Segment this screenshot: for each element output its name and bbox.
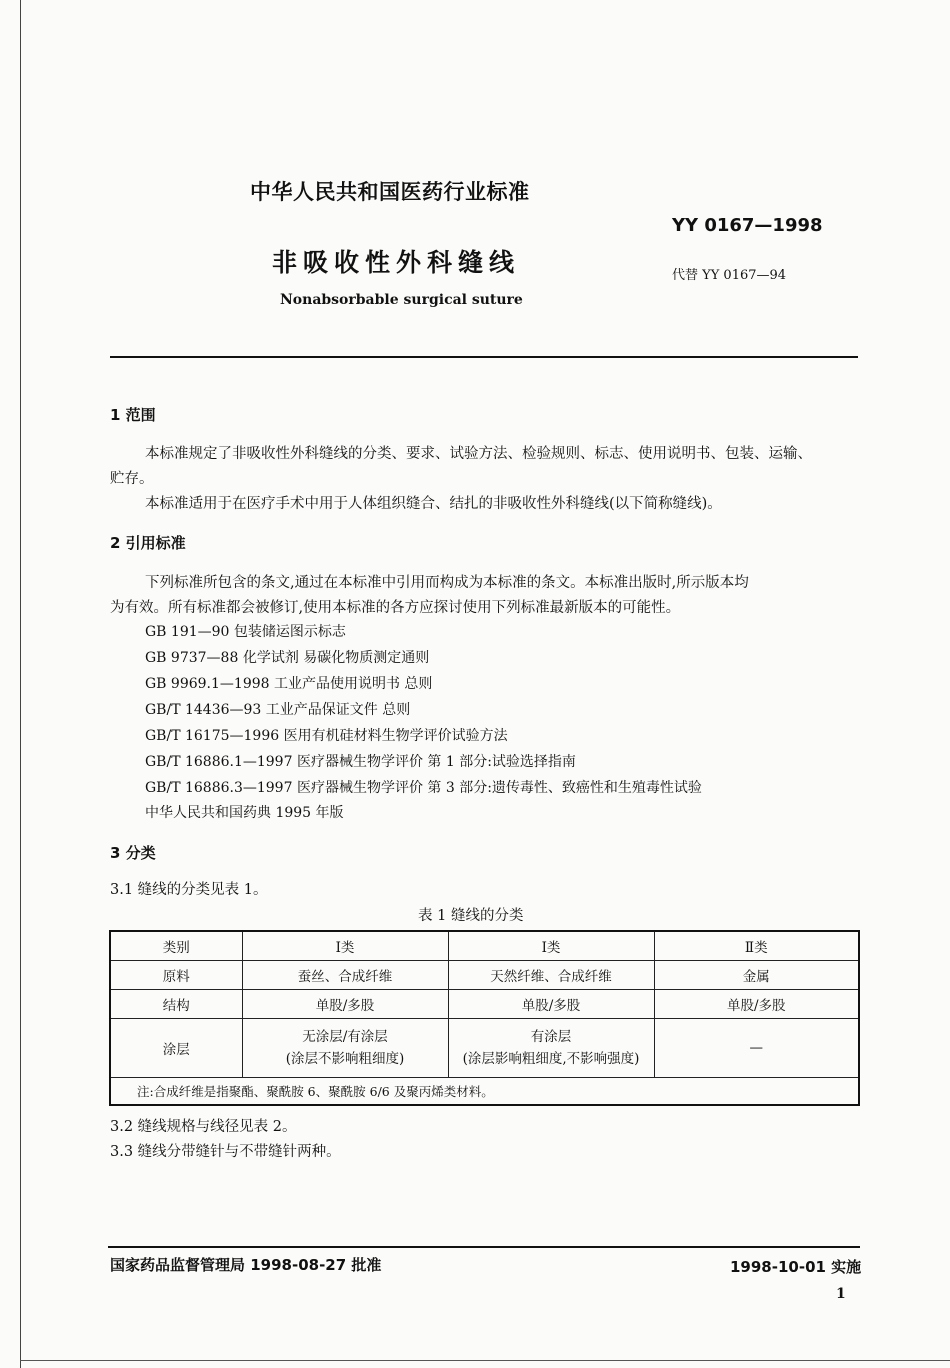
page-number: 1 bbox=[836, 1286, 846, 1302]
cell-line: 无涂层/有涂层 bbox=[302, 1029, 388, 1045]
reference-item: 中华人民共和国药典 1995 年版 bbox=[145, 805, 344, 821]
table-cell: Ⅱ类 bbox=[654, 931, 859, 961]
table-cell: 原料 bbox=[110, 961, 242, 990]
standard-code: YY 0167—1998 bbox=[672, 215, 823, 236]
table-caption: 表 1 缝线的分类 bbox=[418, 908, 524, 924]
table-cell: 类别 bbox=[110, 931, 242, 961]
table-cell: 结构 bbox=[110, 990, 242, 1019]
standard-type: 中华人民共和国医药行业标准 bbox=[250, 180, 530, 204]
table-cell: 金属 bbox=[654, 961, 859, 990]
table-cell: Ⅰ类 bbox=[448, 931, 654, 961]
section-2-intro-line1: 下列标准所包含的条文,通过在本标准中引用而构成为本标准的条文。本标准出版时,所示版本均 bbox=[145, 575, 749, 591]
table-note: 注:合成纤维是指聚酯、聚酰胺 6、聚酰胺 6/6 及聚丙烯类材料。 bbox=[110, 1078, 859, 1106]
table-row bbox=[110, 990, 859, 1019]
table-header-row bbox=[110, 931, 859, 961]
table-cell: 蚕丝、合成纤维 bbox=[242, 961, 448, 990]
section-2-heading: 2 引用标准 bbox=[110, 534, 186, 552]
scan-bottom-edge bbox=[20, 1360, 950, 1361]
english-title: Nonabsorbable surgical suture bbox=[280, 292, 523, 308]
scan-left-edge bbox=[20, 0, 21, 1368]
reference-item: GB/T 14436—93 工业产品保证文件 总则 bbox=[145, 702, 411, 718]
section-3-1: 3.1 缝线的分类见表 1。 bbox=[110, 882, 268, 898]
section-3-3: 3.3 缝线分带缝针与不带缝针两种。 bbox=[110, 1144, 341, 1160]
table-cell bbox=[242, 1019, 448, 1078]
approval-date: 国家药品监督管理局 1998-08-27 批准 bbox=[110, 1256, 382, 1274]
section-1-heading: 1 范围 bbox=[110, 406, 156, 424]
implementation-date: 1998-10-01 实施 bbox=[730, 1258, 862, 1276]
section-3-2: 3.2 缝线规格与线径见表 2。 bbox=[110, 1119, 297, 1135]
cell-line: 有涂层 bbox=[530, 1029, 572, 1045]
section-3-heading: 3 分类 bbox=[110, 844, 156, 862]
table-cell: 单股/多股 bbox=[242, 990, 448, 1019]
reference-item: GB 9969.1—1998 工业产品使用说明书 总则 bbox=[145, 676, 433, 692]
header-divider bbox=[110, 356, 858, 358]
classification-table bbox=[109, 930, 860, 1106]
reference-item: GB 9737—88 化学试剂 易碳化物质测定通则 bbox=[145, 650, 430, 666]
section-2-intro-line2: 为有效。所有标准都会被修订,使用本标准的各方应探讨使用下列标准最新版本的可能性。 bbox=[110, 600, 681, 616]
replaces-note: 代替 YY 0167—94 bbox=[672, 268, 787, 283]
table-note-row bbox=[110, 1078, 859, 1106]
table-cell: — bbox=[654, 1019, 859, 1078]
table-row bbox=[110, 1019, 859, 1078]
table-cell: 涂层 bbox=[110, 1019, 242, 1078]
reference-item: GB 191—90 包装储运图示标志 bbox=[145, 624, 346, 640]
reference-item: GB/T 16175—1996 医用有机硅材料生物学评价试验方法 bbox=[145, 728, 508, 744]
table-row bbox=[110, 961, 859, 990]
reference-item: GB/T 16886.3—1997 医疗器械生物学评价 第 3 部分:遗传毒性、致癌性和生殖毒性试验 bbox=[145, 780, 702, 796]
cell-line: (涂层影响粗细度,不影响强度) bbox=[462, 1051, 640, 1067]
cell-line: (涂层不影响粗细度) bbox=[285, 1051, 405, 1067]
table-cell: 单股/多股 bbox=[654, 990, 859, 1019]
section-1-para2: 本标准适用于在医疗手术中用于人体组织缝合、结扎的非吸收性外科缝线(以下简称缝线)。 bbox=[145, 496, 722, 512]
table-cell: 单股/多股 bbox=[448, 990, 654, 1019]
reference-item: GB/T 16886.1—1997 医疗器械生物学评价 第 1 部分:试验选择指南 bbox=[145, 754, 576, 770]
table-cell: 天然纤维、合成纤维 bbox=[448, 961, 654, 990]
footer-divider bbox=[108, 1246, 860, 1248]
table-cell: Ⅰ类 bbox=[242, 931, 448, 961]
document-title: 非吸收性外科缝线 bbox=[272, 248, 521, 277]
section-1-para1-line2: 贮存。 bbox=[110, 471, 154, 487]
table-cell bbox=[448, 1019, 654, 1078]
section-1-para1-line1: 本标准规定了非吸收性外科缝线的分类、要求、试验方法、检验规则、标志、使用说明书、包装、运输、 bbox=[145, 446, 812, 462]
